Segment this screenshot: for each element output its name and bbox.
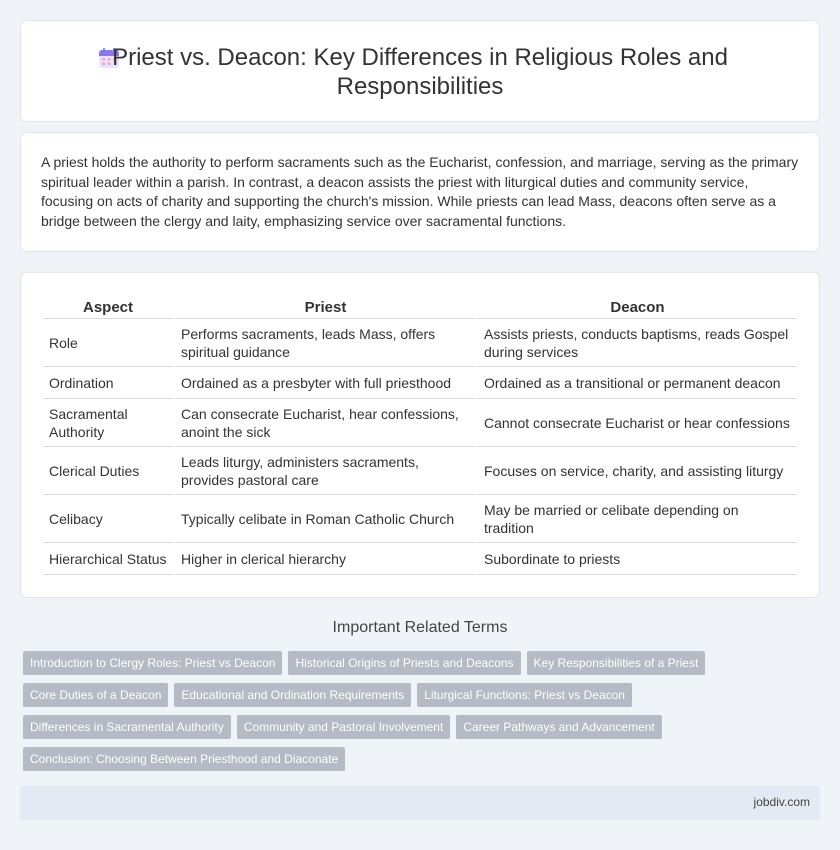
related-term-link[interactable]: Introduction to Clergy Roles: Priest vs Deacon	[23, 651, 282, 675]
comparison-table	[41, 295, 799, 575]
header-priest: Priest	[175, 295, 476, 319]
table-row	[43, 447, 797, 495]
cell-aspect: Hierarchical Status	[43, 543, 173, 575]
related-term-link[interactable]: Career Pathways and Advancement	[456, 715, 661, 739]
related-term-link[interactable]: Educational and Ordination Requirements	[174, 683, 411, 707]
related-term-link[interactable]: Differences in Sacramental Authority	[23, 715, 231, 739]
cell-deacon: Assists priests, conducts baptisms, reads Gospel during services	[478, 319, 797, 367]
header-aspect: Aspect	[43, 295, 173, 319]
table-row	[43, 495, 797, 543]
cell-priest: Typically celibate in Roman Catholic Church	[175, 495, 476, 543]
cell-deacon: Focuses on service, charity, and assisting liturgy	[478, 447, 797, 495]
comparison-card	[20, 272, 820, 598]
cell-priest: Ordained as a presbyter with full priesthood	[175, 367, 476, 399]
cell-priest: Can consecrate Eucharist, hear confessions, anoint the sick	[175, 399, 476, 447]
cell-priest: Higher in clerical hierarchy	[175, 543, 476, 575]
cell-deacon: Subordinate to priests	[478, 543, 797, 575]
header-deacon: Deacon	[478, 295, 797, 319]
intro-paragraph: A priest holds the authority to perform sacraments such as the Eucharist, confession, and marriage, serving as the primary spiritual leader within a parish. In contrast, a deacon assists the priest with liturgical duties and community service, focusing on acts of charity and supporting the church's mission. While priests can lead Mass, deacons often serve as a bridge between the clergy and laity, emphasizing service over sacramental functions.	[41, 154, 799, 229]
header-card	[20, 20, 820, 122]
table-row	[43, 543, 797, 575]
related-terms-list	[23, 651, 823, 779]
table-header-row	[43, 295, 797, 319]
cell-aspect: Celibacy	[43, 495, 173, 543]
cell-priest: Leads liturgy, administers sacraments, provides pastoral care	[175, 447, 476, 495]
cell-aspect: Ordination	[43, 367, 173, 399]
related-term-link[interactable]: Core Duties of a Deacon	[23, 683, 168, 707]
table-row	[43, 319, 797, 367]
cell-aspect: Sacramental Authority	[43, 399, 173, 447]
cell-deacon: Cannot consecrate Eucharist or hear confessions	[478, 399, 797, 447]
related-terms-title: Important Related Terms	[332, 619, 508, 636]
cell-deacon: May be married or celibate depending on tradition	[478, 495, 797, 543]
related-term-link[interactable]: Historical Origins of Priests and Deacons	[288, 651, 520, 675]
cell-deacon: Ordained as a transitional or permanent deacon	[478, 367, 797, 399]
cell-priest: Performs sacraments, leads Mass, offers spiritual guidance	[175, 319, 476, 367]
cell-aspect: Clerical Duties	[43, 447, 173, 495]
related-term-link[interactable]: Key Responsibilities of a Priest	[527, 651, 706, 675]
related-term-link[interactable]: Conclusion: Choosing Between Priesthood and Diaconate	[23, 747, 345, 771]
table-row	[43, 399, 797, 447]
page-title: Priest vs. Deacon: Key Differences in Religious Roles and Responsibilities	[112, 44, 728, 100]
table-row	[43, 367, 797, 399]
footer-site-link[interactable]: jobdiv.com	[753, 795, 810, 809]
related-term-link[interactable]: Liturgical Functions: Priest vs Deacon	[417, 683, 632, 707]
footer	[20, 786, 820, 820]
cell-aspect: Role	[43, 319, 173, 367]
intro-card	[20, 132, 820, 252]
related-term-link[interactable]: Community and Pastoral Involvement	[237, 715, 450, 739]
